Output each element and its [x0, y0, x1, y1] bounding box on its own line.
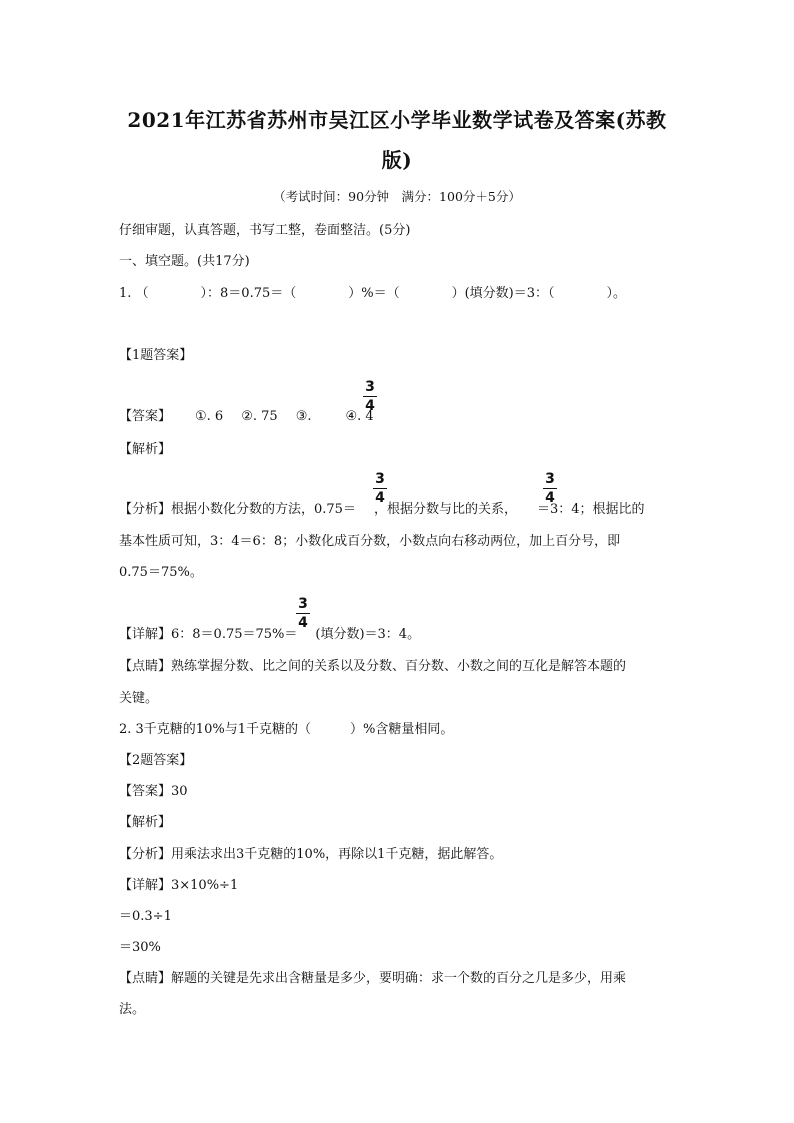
instruction: 仔细审题，认真答题，书写工整，卷面整洁。(5分) — [119, 223, 411, 238]
q1-point-line-1: 【点睛】熟练掌握分数、比之间的关系以及分数、百分数、小数之间的互化是解答本题的 — [119, 659, 627, 674]
exam-info: （考试时间：90分钟 满分：100分＋5分） — [273, 189, 521, 204]
q1-answer-3: ③. — [295, 409, 312, 424]
q1-answer-label: 【答案】 — [119, 409, 172, 424]
q2-detail-line-2: ＝0.3÷1 — [119, 909, 172, 924]
q2-analysis-label: 【解析】 — [119, 815, 172, 830]
document-title-line-1: 2021年江苏省苏州市吴江区小学毕业数学试卷及答案(苏教 — [127, 108, 667, 132]
q2-fenxi: 【分析】用乘法求出3千克糖的10%，再除以1千克糖，据此解答。 — [119, 847, 503, 862]
q1-fenxi-line-3: 0.75＝75%。 — [119, 565, 203, 580]
q2-detail-line-1: 【详解】3×10%÷1 — [119, 878, 239, 893]
q1-detail-line: 【详解】6：8＝0.75＝75%＝ (填分数)＝3：4。 — [119, 627, 421, 642]
question-1: 1. （ ）：8＝0.75＝（ ）%＝（ ）(填分数)＝3：（ ）。 — [119, 286, 627, 301]
section-heading: 一、填空题。(共17分) — [119, 254, 250, 269]
q1-analysis-label: 【解析】 — [119, 442, 172, 457]
q2-point-line-1: 【点睛】解题的关键是先求出含糖量是多少，要明确：求一个数的百分之几是多少，用乘 — [119, 971, 627, 986]
q2-answer: 【答案】30 — [119, 784, 188, 799]
q2-detail-line-3: ＝30% — [119, 940, 161, 955]
q1-answer-line — [119, 405, 374, 424]
q1-point-line-2: 关键。 — [119, 691, 159, 706]
q1-answer-1: ①. 6 — [195, 409, 224, 424]
fraction-three-quarters: 3 4 — [296, 597, 310, 630]
q1-answer-header: 【1题答案】 — [119, 348, 193, 363]
document-title-line-2: 版) — [381, 148, 413, 172]
fraction-three-quarters: 3 4 — [363, 380, 377, 413]
q1-answer-2: ②. 75 — [241, 409, 278, 424]
q1-answer-4: ④. 4 — [345, 409, 374, 424]
q2-point-line-2: 法。 — [119, 1002, 146, 1017]
q1-fenxi-line-1: 【分析】根据小数化分数的方法，0.75＝ ，根据分数与比的关系， ＝3：4；根据比的 — [119, 502, 645, 517]
q2-answer-header: 【2题答案】 — [119, 753, 193, 768]
q1-fenxi-line-2: 基本性质可知，3：4＝6：8；小数化成百分数，小数点向右移动两位，加上百分号，即 — [119, 534, 621, 549]
question-2: 2. 3千克糖的10%与1千克糖的（ ）%含糖量相同。 — [119, 722, 454, 737]
fraction-three-quarters: 3 4 — [373, 472, 387, 505]
fraction-three-quarters: 3 4 — [543, 472, 557, 505]
